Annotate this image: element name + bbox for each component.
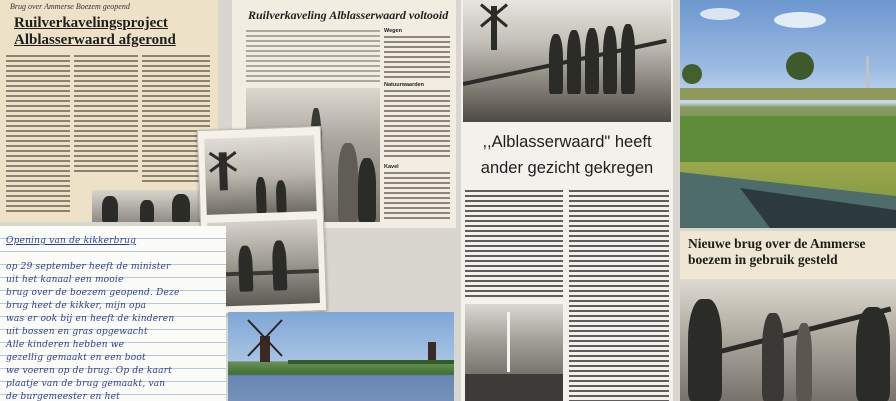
note-title: Opening van de kikkerbrug [6, 236, 137, 246]
headline-line-1: Ruilverkavelingsproject [14, 15, 168, 31]
note-line: plaatje van de brug gemaakt, van [6, 379, 166, 389]
clipping-ruilverkaveling-afgerond [0, 0, 218, 222]
note-line: Alle kinderen hebben we [6, 340, 125, 350]
text-column [384, 36, 450, 78]
text-column [6, 55, 70, 215]
headline-line-2: Alblasserwaard afgerond [14, 32, 176, 48]
clipping-nieuwe-brug [680, 231, 896, 401]
bridge-opening-photo [680, 279, 896, 401]
windmill-bw-photo [204, 135, 317, 215]
windmill-icon [228, 312, 454, 401]
headline-line-1: Nieuwe brug over de Ammerse [688, 236, 866, 251]
article-title-1: ,,Alblasserwaard" heeft [482, 133, 652, 151]
text-column [74, 55, 138, 173]
clipping-headline [14, 15, 214, 49]
text-column [569, 190, 669, 401]
note-line: uit het kanaal een mooie [6, 275, 124, 285]
subhead: Kavel [384, 164, 399, 170]
note-line: we voeren op de brug. Op de kaart [6, 366, 172, 376]
landscape-photo [680, 0, 896, 228]
note-line: de burgemeester en het [6, 392, 120, 401]
note-line: uit bossen en gras opgewacht [6, 327, 148, 337]
text-column [384, 90, 450, 160]
note-line: was er ook bij en heeft de kinderen [6, 314, 175, 324]
clipping-photo [92, 190, 202, 222]
subhead: Wegen [384, 28, 402, 34]
article-title-2: ander gezicht gekregen [480, 159, 654, 177]
text-column [384, 172, 450, 222]
clipping-headline: Ruilverkaveling Alblasserwaard voltooid [248, 8, 449, 22]
subhead: Natuurwaarden [384, 82, 425, 88]
officials-photo [463, 0, 671, 122]
text-column [465, 190, 563, 300]
text-column [246, 30, 380, 82]
clipping-headline [688, 236, 896, 268]
headline-line-2: boezem in gebruik gesteld [688, 252, 838, 267]
note-line: brug heet de kikker, mijn opa [6, 301, 147, 311]
landscape-icon [680, 0, 896, 228]
note-line: op 29 september heeft de minister [6, 262, 171, 272]
article-alblasserwaard [461, 0, 673, 401]
boat-photo [465, 304, 563, 401]
handwritten-note [0, 226, 226, 401]
note-line: brug over de boezem geopend. Deze [6, 288, 180, 298]
clipping-tag: Brug over Ammerse Boezem geopend [10, 2, 130, 11]
note-line: gezellig gemaakt en een boot [6, 353, 146, 363]
windmill-photo [228, 312, 454, 401]
